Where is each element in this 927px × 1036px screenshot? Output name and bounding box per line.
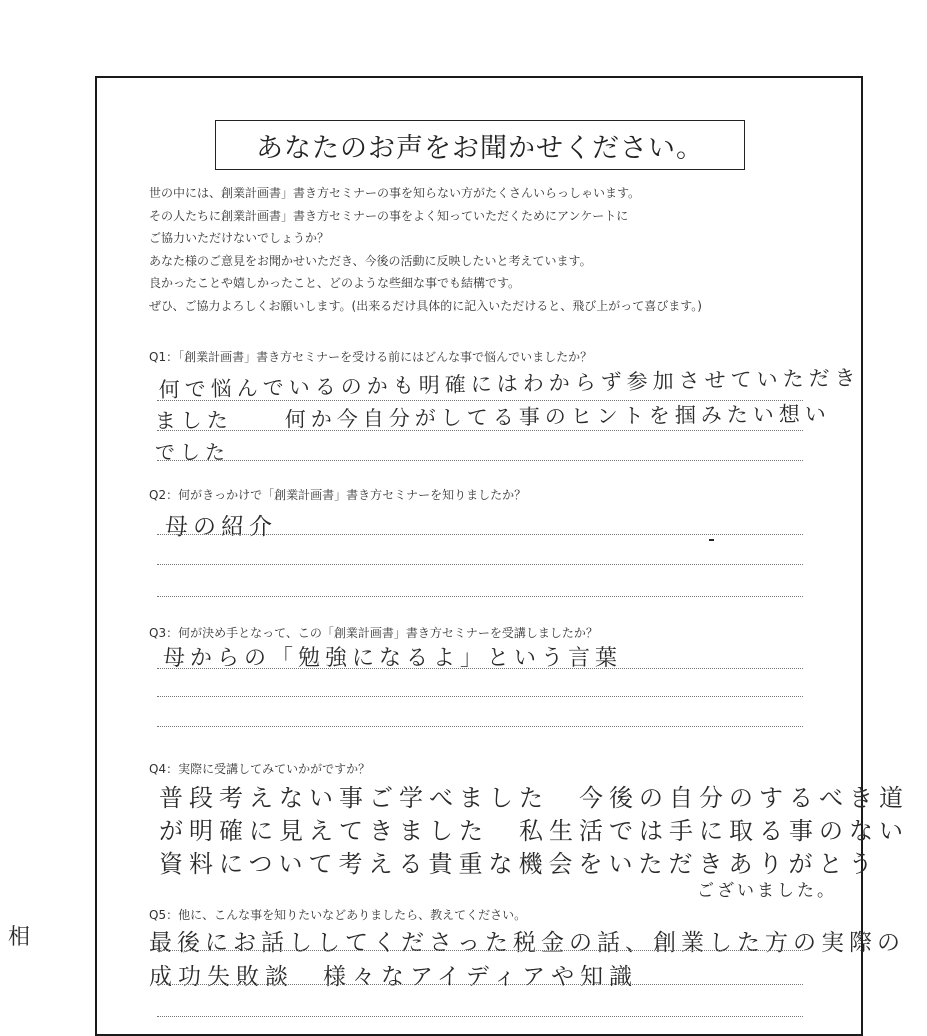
q4-answer-line: が明確に見えてきました 私生活では手に取る事のない xyxy=(159,817,909,845)
q1-label: Q1：「創業計画書」書き方セミナーを受ける前にはどんな事で悩んでいましたか？ xyxy=(149,350,593,364)
q4-answer-line: 資料について考える貴重な機会をいただきありがとう xyxy=(159,850,879,878)
survey-title: あなたのお声をお聞かせください。 xyxy=(215,120,745,170)
ink-speck xyxy=(709,539,714,541)
intro-line: ぜひ、ご協力よろしくお願いします。(出来るだけ具体的に記入いただけると、飛び上がって喜びます。) xyxy=(149,298,702,313)
answer-rule xyxy=(157,984,803,985)
answer-rule xyxy=(157,950,803,951)
q1-answer-line: ました 何か今自分がしてる事のヒントを掴みたい想い xyxy=(154,401,831,434)
q4-label: Q4：実際に受講してみていかがですか？ xyxy=(149,762,371,776)
answer-rule xyxy=(157,564,803,565)
answer-rule xyxy=(157,534,803,535)
answer-rule xyxy=(157,1016,803,1017)
intro-line: その人たちに創業計画書」書き方セミナーの事をよく知っていただくためにアンケートに xyxy=(149,208,629,223)
intro-line: 世の中には、創業計画書」書き方セミナーの事を知らない方がたくさんいらっしゃいます。 xyxy=(149,186,641,200)
answer-rule xyxy=(157,696,803,697)
answer-rule xyxy=(157,460,803,461)
q5-margin-note: 相 xyxy=(8,925,35,950)
q1-answer-line: でした xyxy=(155,440,230,464)
q5-label: Q5：他に、こんな事を知りたいなどありましたら、教えてください。 xyxy=(149,908,527,922)
answer-rule xyxy=(157,400,803,401)
q5-answer-line: 成功失敗談 様々なアイディアや知識 xyxy=(149,964,639,990)
intro-line: ご協力いただけないでしょうか？ xyxy=(149,231,330,245)
q4-answer-line: 普段考えない事ご学べました 今後の自分のするべき道 xyxy=(159,784,909,812)
answer-rule xyxy=(157,430,803,431)
q1-answer-line: 何で悩んでいるのかも明確にはわからず参加させていただき xyxy=(158,365,861,403)
answer-rule xyxy=(157,726,803,727)
q4-answer-line: ございました。 xyxy=(697,881,837,901)
q5-answer-line: 最後にお話ししてくださった税金の話、創業した方の実際の xyxy=(149,930,905,956)
q2-answer-line: 母の紹介 xyxy=(165,514,277,540)
intro-line: あなた様のご意見をお聞かせいただき、今後の活動に反映したいと考えています。 xyxy=(149,253,592,268)
answer-rule xyxy=(157,596,803,597)
q3-answer-line: 母からの「勉強になるよ」という言葉 xyxy=(163,646,623,671)
q2-label: Q2：何がきっかけで「創業計画書」書き方セミナーを知りましたか？ xyxy=(149,488,527,502)
survey-sheet xyxy=(95,76,909,1036)
q3-label: Q3：何が決め手となって、この「創業計画書」書き方セミナーを受講しましたか？ xyxy=(149,626,598,640)
intro-line: 良かったことや嬉しかったこと、どのような些細な事でも結構です。 xyxy=(149,276,521,290)
intro-text xyxy=(149,182,849,317)
answer-rule xyxy=(157,668,803,669)
